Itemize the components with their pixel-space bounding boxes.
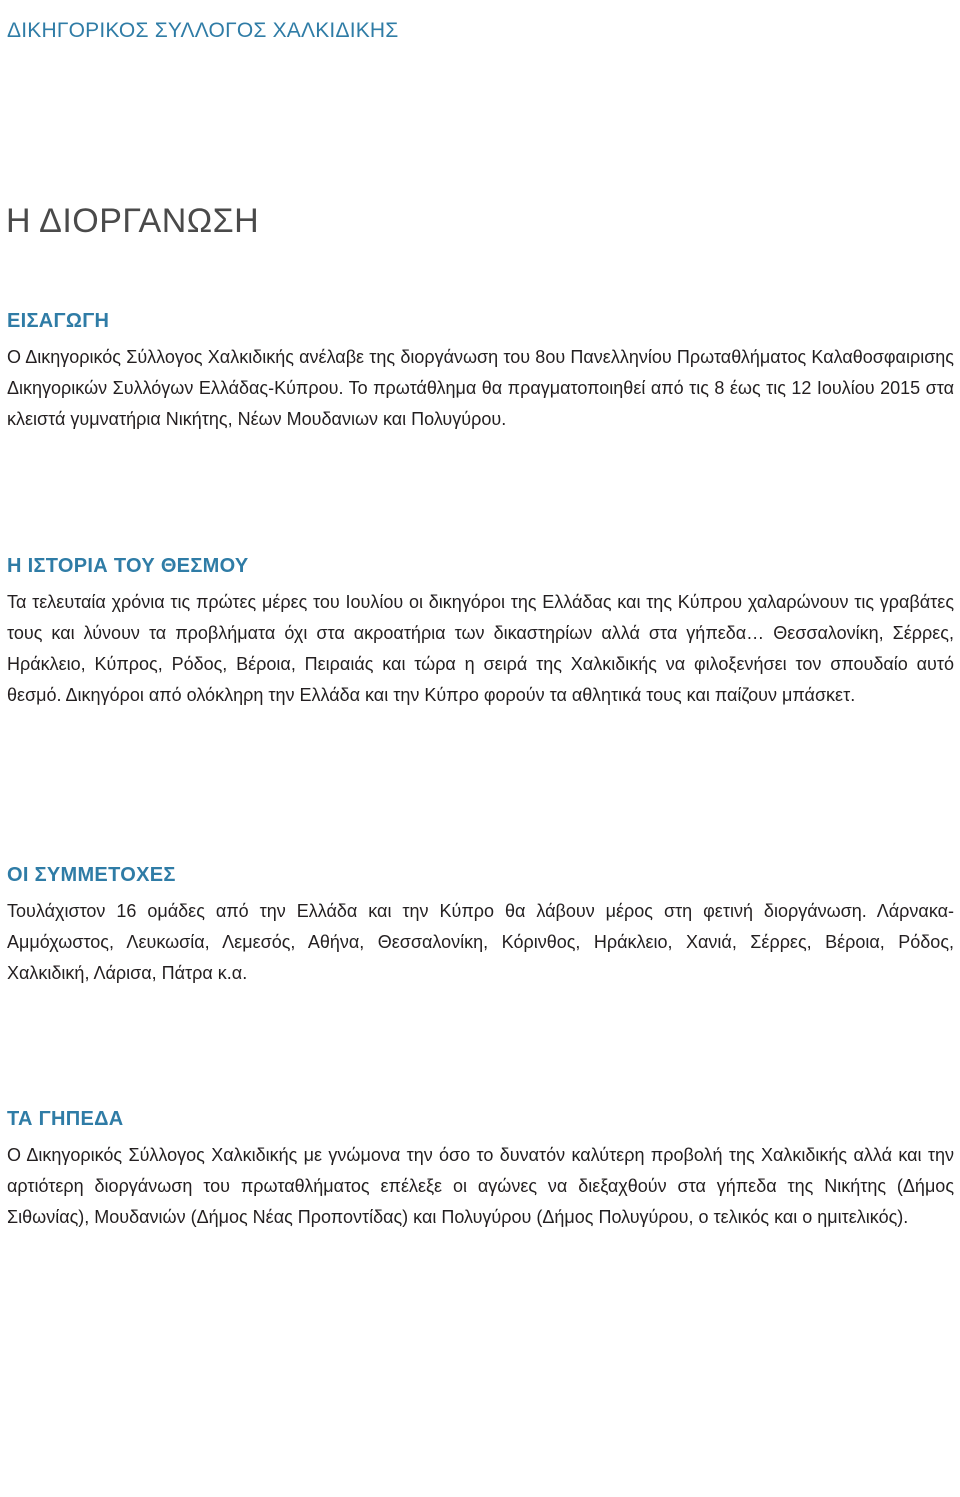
section-courts bbox=[7, 1106, 954, 1233]
section-heading-participations: ΟΙ ΣΥΜΜΕΤΟΧΕΣ bbox=[7, 864, 176, 886]
section-body-history: Τα τελευταία χρόνια τις πρώτες μέρες του Ιουλίου οι δικηγόροι της Ελλάδας και της Κύπρου χαλαρώνουν τις γραβάτες τους και λύνουν τα προβλήματα όχι στα ακροατήρια των δικαστηρίων αλλά στα γήπεδα… Θεσσαλονίκη, Σέρρες, Ηράκλειο, Κύπρος, Ρόδος, Βέροια, Πειραιάς και τώρα η σειρά της Χαλκιδικής να φιλοξενήσει τον σπουδαίο αυτό θεσμό. Δικηγόροι από ολόκληρη την Ελλάδα και την Κύπρο φορούν τα αθλητικά τους και παίζουν μπάσκετ. bbox=[7, 592, 954, 705]
section-heading-courts: ΤΑ ΓΗΠΕΔΑ bbox=[7, 1108, 124, 1130]
section-participations bbox=[7, 862, 954, 989]
section-body-introduction: Ο Δικηγορικός Σύλλογος Χαλκιδικής ανέλαβε της διοργάνωση του 8ου Πανελληνίου Πρωταθλήματος Καλαθοσφαιρισης Δικηγορικών Συλλόγων Ελλάδας-Κύπρου. Το πρωτάθλημα θα πραγματοποιηθεί από τις 8 έως τις 12 Ιουλίου 2015 στα κλειστά γυμνατήρια Νικήτης, Νέων Μουδανιων και Πολυγύρου. bbox=[7, 347, 954, 429]
section-introduction bbox=[7, 308, 954, 435]
section-body-courts: Ο Δικηγορικός Σύλλογος Χαλκιδικής με γνώμονα την όσο το δυνατόν καλύτερη προβολή της Χαλκιδικής αλλά και την αρτιότερη διοργάνωση του πρωταθλήματος επέλεξε οι αγώνες να διεξαχθούν στα γήπεδα της Νικήτης (Δήμος Σιθωνίας), Μουδανιών (Δήμος Νέας Προποντίδας) και Πολυγύρου (Δήμος Πολυγύρου, ο τελικός και ο ημιτελικός). bbox=[7, 1145, 954, 1227]
section-heading-introduction: ΕΙΣΑΓΩΓΗ bbox=[7, 310, 110, 332]
page-title: Η ΔΙΟΡΓΑΝΩΣΗ bbox=[6, 202, 260, 240]
section-heading-history: Η ΙΣΤΟΡΙΑ ΤΟΥ ΘΕΣΜΟΥ bbox=[7, 555, 249, 577]
section-body-participations: Τουλάχιστον 16 ομάδες από την Ελλάδα και την Κύπρο θα λάβουν μέρος στη φετινή διοργάνωση. Λάρνακα-Αμμόχωστος, Λευκωσία, Λεμεσός, Αθήνα, Θεσσαλονίκη, Κόρινθος, Ηράκλειο, Χανιά, Σέρρες, Βέροια, Ρόδος, Χαλκιδική, Λάρισα, Πάτρα κ.α. bbox=[7, 901, 954, 983]
organization-title: ΔΙΚΗΓΟΡΙΚΟΣ ΣΥΛΛΟΓΟΣ ΧΑΛΚΙΔΙΚΗΣ bbox=[7, 19, 399, 42]
section-history bbox=[7, 553, 954, 711]
